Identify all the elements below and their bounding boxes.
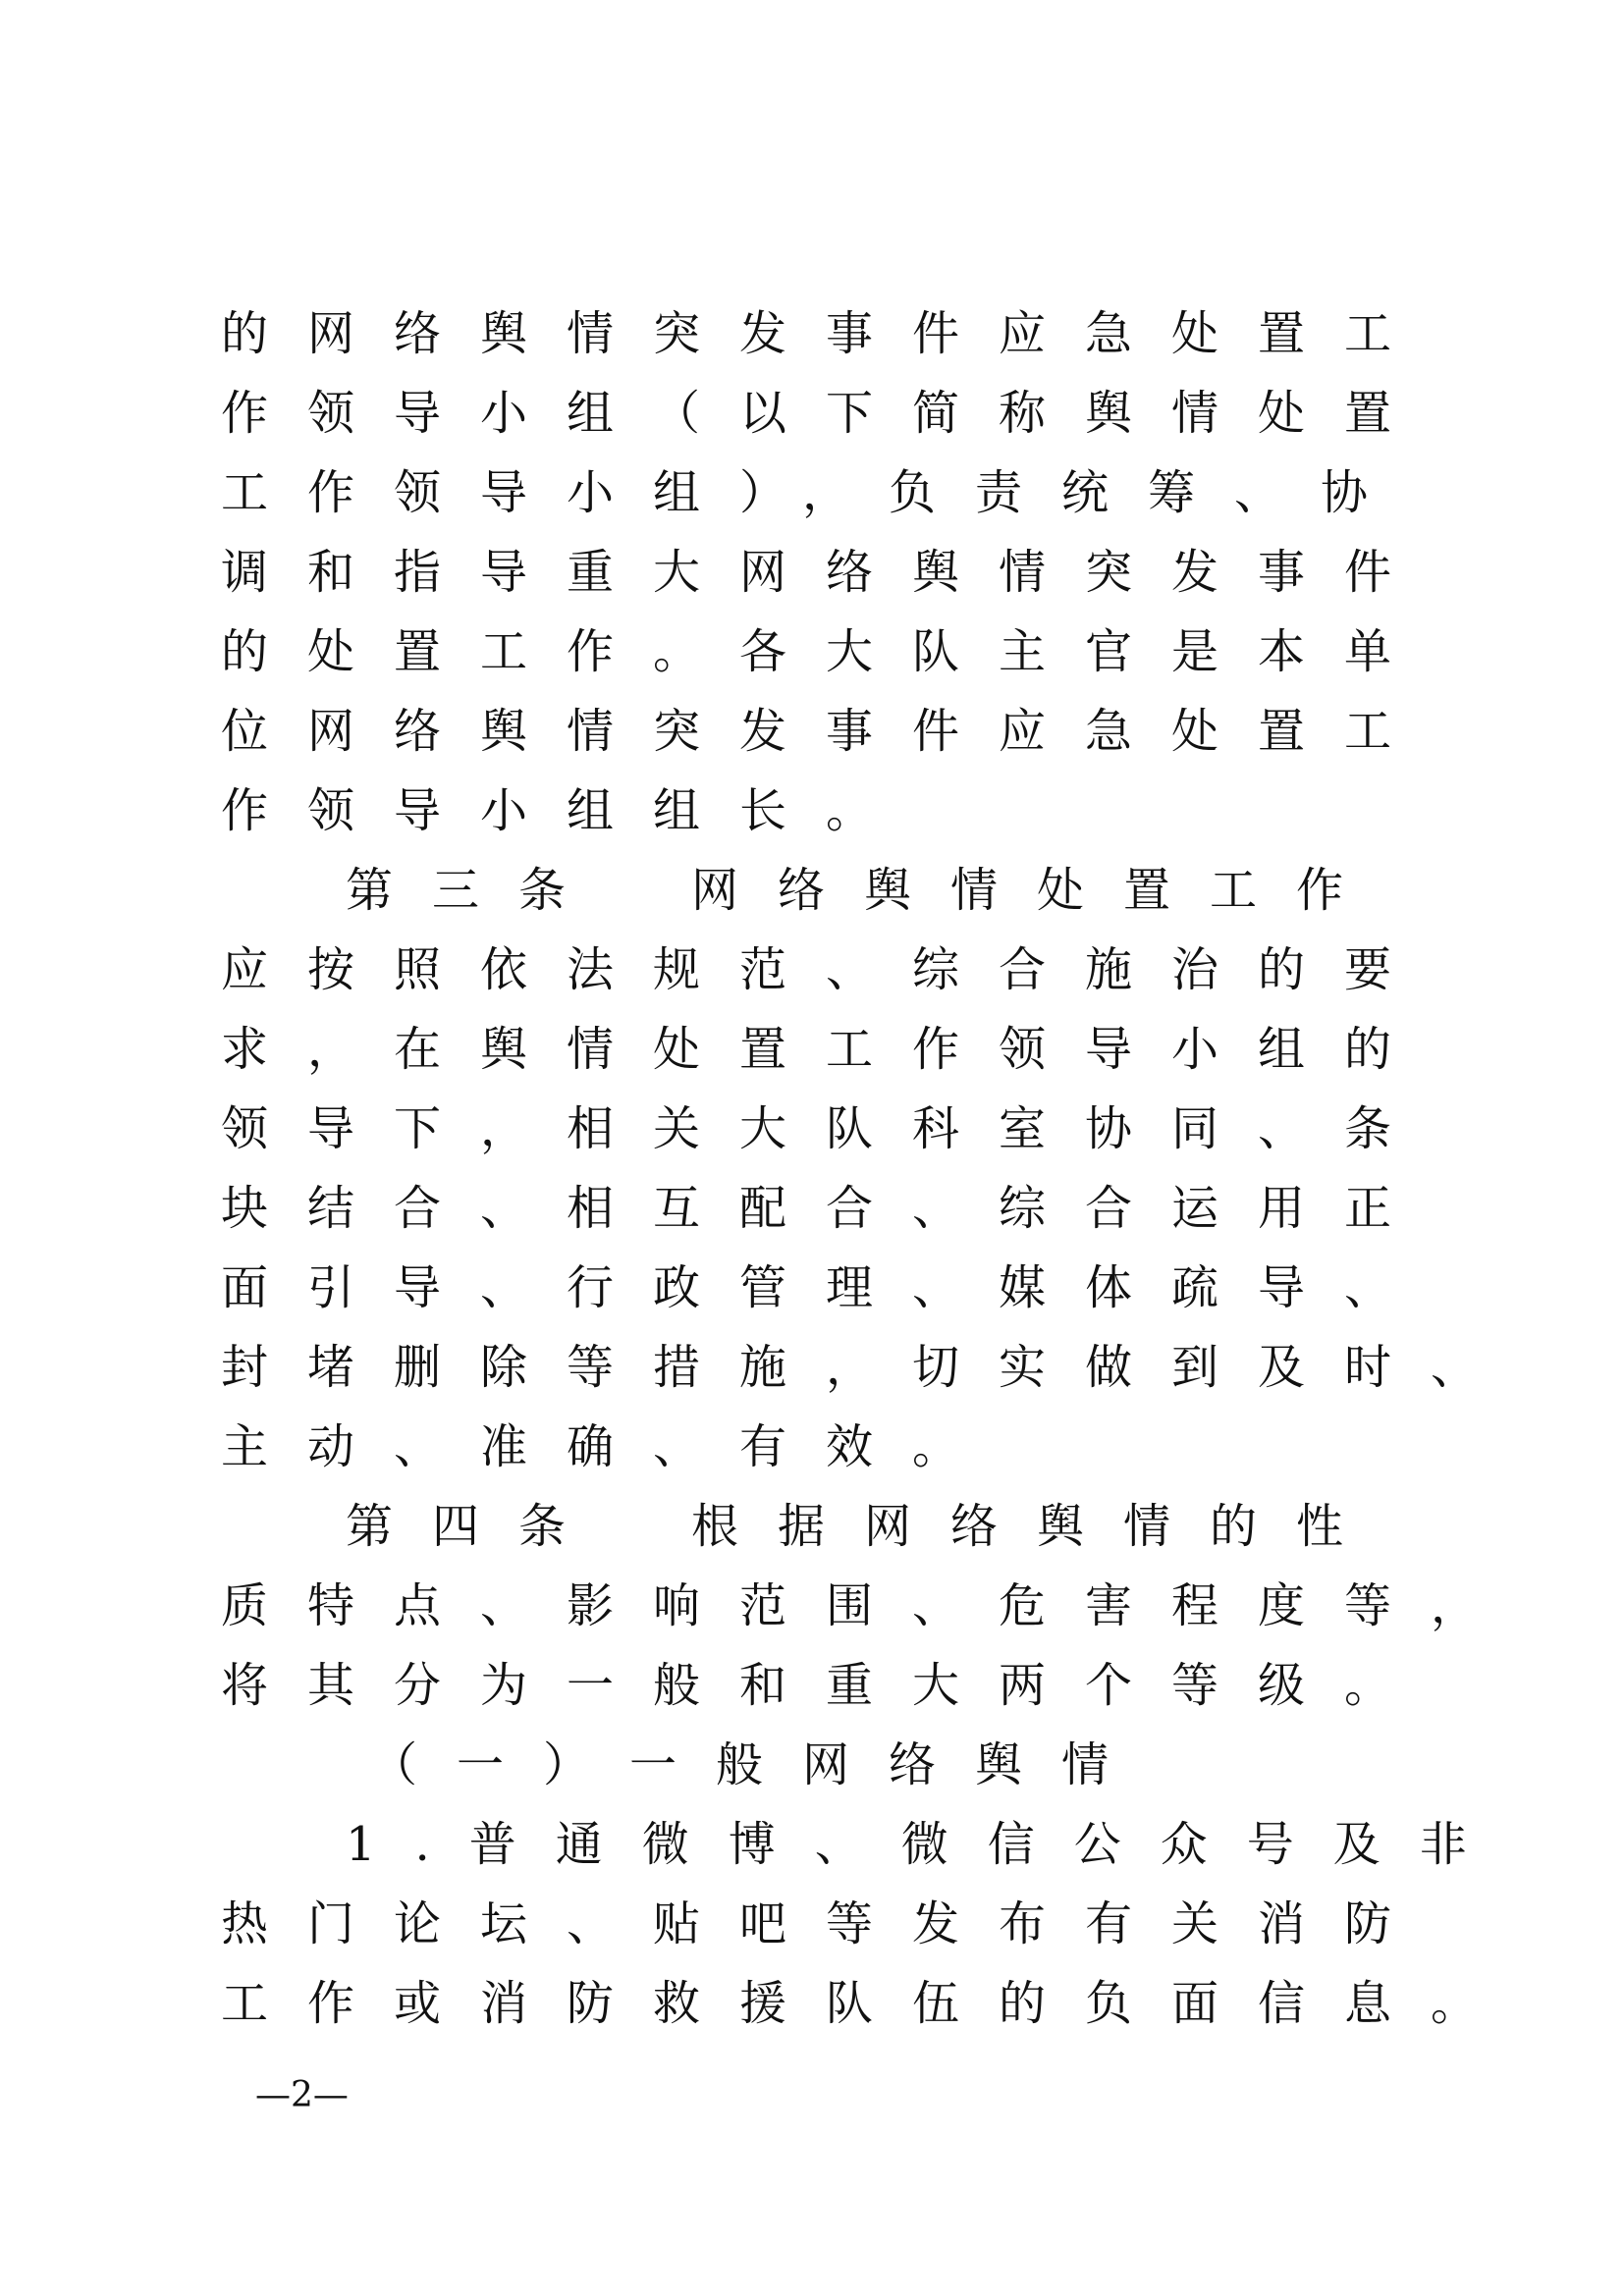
text-line: 的处置工作。各大队主官是本单 [221, 624, 1432, 679]
text-line: 求，在舆情处置工作领导小组的 [221, 1022, 1432, 1077]
text-line: 封堵删除等措施，切实做到及时、 [221, 1340, 1518, 1395]
text-line: 质特点、影响范围、危害程度等， [221, 1578, 1518, 1633]
text-line: 作领导小组组长。 [221, 783, 913, 838]
text-line: 面引导、行政管理、媒体疏导、 [221, 1260, 1432, 1315]
text-line: 热门论坛、贴吧等发布有关消防 [221, 1896, 1432, 1951]
article-four-heading: 第四条 根据网络舆情的性 [346, 1499, 1383, 1554]
text-line: 主动、准确、有效。 [221, 1419, 1000, 1474]
text-line: 作领导小组（以下简称舆情处置 [221, 386, 1432, 441]
text-line: 位网络舆情突发事件应急处置工 [221, 704, 1432, 759]
text-line: 应按照依法规范、综合施治的要 [221, 942, 1432, 997]
text-line: 的网络舆情突发事件应急处置工 [221, 306, 1432, 361]
body-text [221, 294, 1518, 2044]
text-line: 工作或消防救援队伍的负面信息。 [221, 1976, 1518, 2031]
section-heading: （一）一般网络舆情 [370, 1737, 1149, 1792]
text-line: 领导下，相关大队科室协同、条 [221, 1101, 1432, 1156]
text-line: 将其分为一般和重大两个等级。 [221, 1658, 1432, 1713]
list-item: 1.普通微博、微信公众号及非 [346, 1817, 1506, 1872]
page-number: —2— [255, 2075, 349, 2115]
text-line: 工作领导小组），负责统筹、协 [221, 465, 1408, 520]
text-line: 调和指导重大网络舆情突发事件 [221, 545, 1432, 600]
text-line: 块结合、相互配合、综合运用正 [221, 1181, 1432, 1236]
article-three-heading: 第三条 网络舆情处置工作 [346, 863, 1383, 918]
